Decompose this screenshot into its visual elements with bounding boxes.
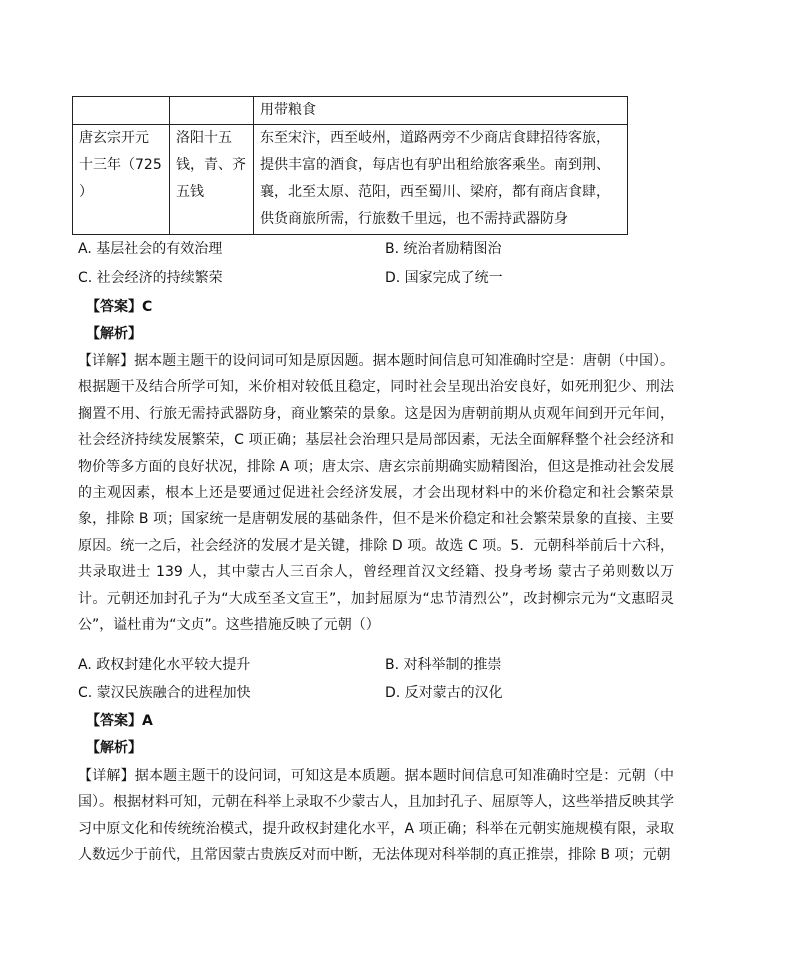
table-cell xyxy=(73,97,170,125)
table-cell xyxy=(170,97,254,125)
option-d: D. 国家完成了统一 xyxy=(385,270,503,286)
table-row xyxy=(73,125,628,235)
option-b: B. 统治者励精图治 xyxy=(385,241,502,257)
table-cell xyxy=(170,125,254,235)
period-text: 唐玄宗开元 十三年（725 ） xyxy=(79,130,162,200)
option-a: A. 政权封建化水平较大提升 xyxy=(78,657,251,673)
option-c: C. 社会经济的持续繁荣 xyxy=(78,270,223,286)
table-cell: 用带粮食 xyxy=(254,97,628,125)
rice-price-table xyxy=(72,96,628,235)
option-c: C. 蒙汉民族融合的进程加快 xyxy=(78,685,251,701)
q5-detail-paragraph: 【详解】据本题主题干的设问词，可知这是本质题。据本题时间信息可知准确时空是：元朝（中国）。根据材料可知，元朝在科举上录取不少蒙古人，且加封孔子、屈原等人，这些举措反映其学习中原文化和传统统治模式，提升政权封建化水平，A 项正确；科举在元朝实施规模有限，录取人数远少于前代，且常因蒙古贵族反对而中断，无法体现对科举制的真正推崇，排除 B 项；元朝 xyxy=(78,768,674,864)
price-text: 洛阳十五 钱，青、齐 五钱 xyxy=(176,130,246,200)
option-a: A. 基层社会的有效治理 xyxy=(78,241,223,257)
analysis-label: 【解析】 xyxy=(86,740,142,756)
answer-label: 【答案】A xyxy=(86,713,153,729)
table-row xyxy=(73,97,628,125)
q4-detail-paragraph: 【详解】据本题主题干的设问词可知是原因题。据本题时间信息可知准确时空是：唐朝（中国）。根据题干及结合所学可知，米价相对较低且稳定，同时社会呈现出治安良好，如死刑犯少、刑法搁置不用、行旅无需持武器防身，商业繁荣的景象。这是因为唐朝前期从贞观年间到开元年间，社会经济持续发展繁荣，C 项正确；基层社会治理只是局部因素，无法全面解释整个社会经济和物价等多方面的良好状况，排除 A 项；唐太宗、唐玄宗前期确实励精图治，但这是推动社会发展的主观因素，根本上还是要通过促进社会经济发展，才会出现材料中的米价稳定和社会繁荣景象，排除 B 项；国家统一是唐朝发展的基础条件，但不是米价稳定和社会繁荣景象的直接、主要原因。统一之后，社会经济的发展才是关键，排除 D 项。故选 C 项。5．元朝科举前后十六科，共录取进士 139 人，其中蒙古人三百余人，曾经理首汉文经籍、投身考场 蒙古子弟则数以万计。元朝还加封孔子为“大成至圣文宣王”，加封屈原为“忠节清烈公”，改封柳宗元为“文惠昭灵公”，谥杜甫为“文贞”。这些措施反映了元朝（） xyxy=(78,353,674,634)
option-b: B. 对科举制的推崇 xyxy=(385,657,502,673)
analysis-label: 【解析】 xyxy=(86,326,142,342)
table-cell: 东至宋汴，西至岐州，道路两旁不少商店食肆招待客旅，提供丰富的酒食，每店也有驴出租给旅客乘坐。南到荆、襄，北至太原、范阳，西至蜀川、梁府，都有商店食肆，供货商旅所需，行旅数千里远，也不需持武器防身 xyxy=(254,125,628,235)
table-cell xyxy=(73,125,170,235)
answer-label: 【答案】C xyxy=(86,299,153,315)
option-d: D. 反对蒙古的汉化 xyxy=(385,685,503,701)
